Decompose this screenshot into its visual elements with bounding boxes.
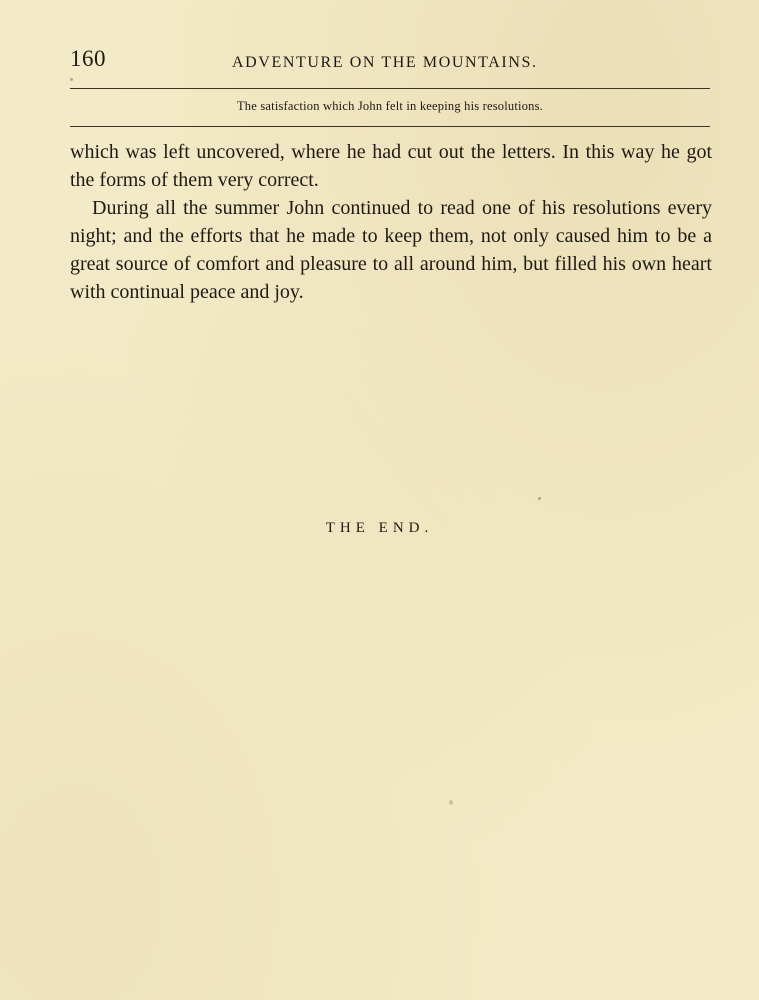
ink-speck [538,497,541,500]
running-head [70,46,710,76]
bottom-rule [70,126,710,127]
ink-speck [449,800,453,805]
running-title: ADVENTURE ON THE MOUNTAINS. [232,54,538,71]
paragraph-1: which was left uncovered, where he had cut out the letters. In this way he got the forms of them very correct. [70,141,712,191]
illustration-caption: The satisfaction which John felt in keeping his resolutions. [236,99,544,113]
page-number: 160 [70,46,106,71]
the-end: THE END. [325,520,434,536]
paragraph-2: During all the summer John continued to read one of his resolutions every night; and the efforts that he made to keep them, not only caused him to be a great source of comfort and pleasure to all around him, but filled his own heart with continual peace and joy. [70,197,712,303]
body-text [70,138,712,306]
top-rule [70,88,710,89]
ink-speck [70,78,73,81]
